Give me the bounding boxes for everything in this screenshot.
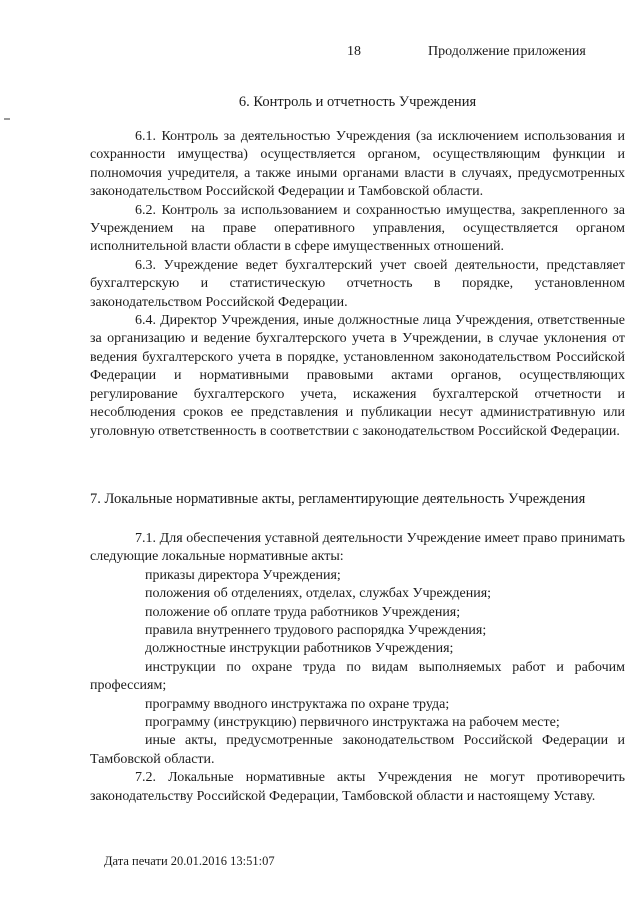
list-item-induction-program: программу вводного инструктажа по охране труда; bbox=[145, 696, 450, 712]
list-item-orders: приказы директора Учреждения; bbox=[145, 567, 341, 583]
section-6-body bbox=[90, 128, 625, 441]
paragraph-7-2: 7.2. Локальные нормативные акты Учреждения не могут противоречить законодательству Российской Федерации, Тамбовской области и настоящему Уставу. bbox=[90, 770, 625, 804]
list-item-workplace-briefing: программу (инструкцию) первичного инструктажа на рабочем месте; bbox=[145, 715, 560, 731]
paragraph-6-2: 6.2. Контроль за использованием и сохранностью имущества, закрепленного за Учреждением на праве оперативного управления, осуществляется органом исполнительной власти области в сфере имущественных отношений. bbox=[90, 202, 625, 255]
section-6-title: 6. Контроль и отчетность Учреждения bbox=[238, 94, 477, 110]
paragraph-6-4: 6.4. Директор Учреждения, иные должностные лица Учреждения, ответственные за организацию и ведение бухгалтерского учета в Учреждении, в случае уклонения от ведения бухгалтерского учета в порядке, установленном законодательством Российской Федерации и нормативными правовыми актами органов, осуществляющих регулирование бухгалтерского учета, искажения бухгалтерской отчетности и несоблюдения сроков ее представления и публикации несут административную или уголовную ответственность в соответствии с законодательством Российской Федерации. bbox=[90, 313, 625, 439]
print-date: Дата печати 20.01.2016 13:51:07 bbox=[104, 854, 275, 868]
list-item-department-regulations: положения об отделениях, отделах, службах Учреждения; bbox=[145, 586, 492, 602]
list-item-other-acts: иные акты, предусмотренные законодательством Российской Федерации и Тамбовской области. bbox=[90, 733, 625, 767]
section-7-title: 7. Локальные нормативные акты, регламентирующие деятельность Учреждения bbox=[90, 491, 586, 507]
list-item-pay-regulation: положение об оплате труда работников Учреждения; bbox=[145, 604, 461, 620]
list-item-job-descriptions: должностные инструкции работников Учреждения; bbox=[145, 641, 454, 657]
appendix-continuation: Продолжение приложения bbox=[428, 44, 586, 59]
section-7-body bbox=[90, 530, 625, 806]
page-number: 18 bbox=[347, 44, 361, 59]
list-item-safety-instructions: инструкции по охране труда по видам выполняемых работ и рабочим профессиям; bbox=[90, 659, 625, 694]
paragraph-6-1: 6.1. Контроль за деятельностью Учреждения (за исключением использования и сохранности имущества) осуществляется органом, осуществляющим функции и полномочия учредителя, а также иными органами власти в случаях, предусмотренных законодательством Российской Федерации и Тамбовской области. bbox=[90, 129, 625, 200]
list-item-labor-rules: правила внутреннего трудового распорядка Учреждения; bbox=[145, 623, 487, 639]
scan-margin-mark bbox=[4, 118, 10, 120]
paragraph-7-1: 7.1. Для обеспечения уставной деятельности Учреждение имеет право принимать следующие локальные нормативные акты: bbox=[90, 531, 625, 565]
paragraph-6-3: 6.3. Учреждение ведет бухгалтерский учет своей деятельности, представляет бухгалтерскую и статистическую отчетность в порядке, установленном законодательством Российской Федерации. bbox=[90, 257, 625, 310]
